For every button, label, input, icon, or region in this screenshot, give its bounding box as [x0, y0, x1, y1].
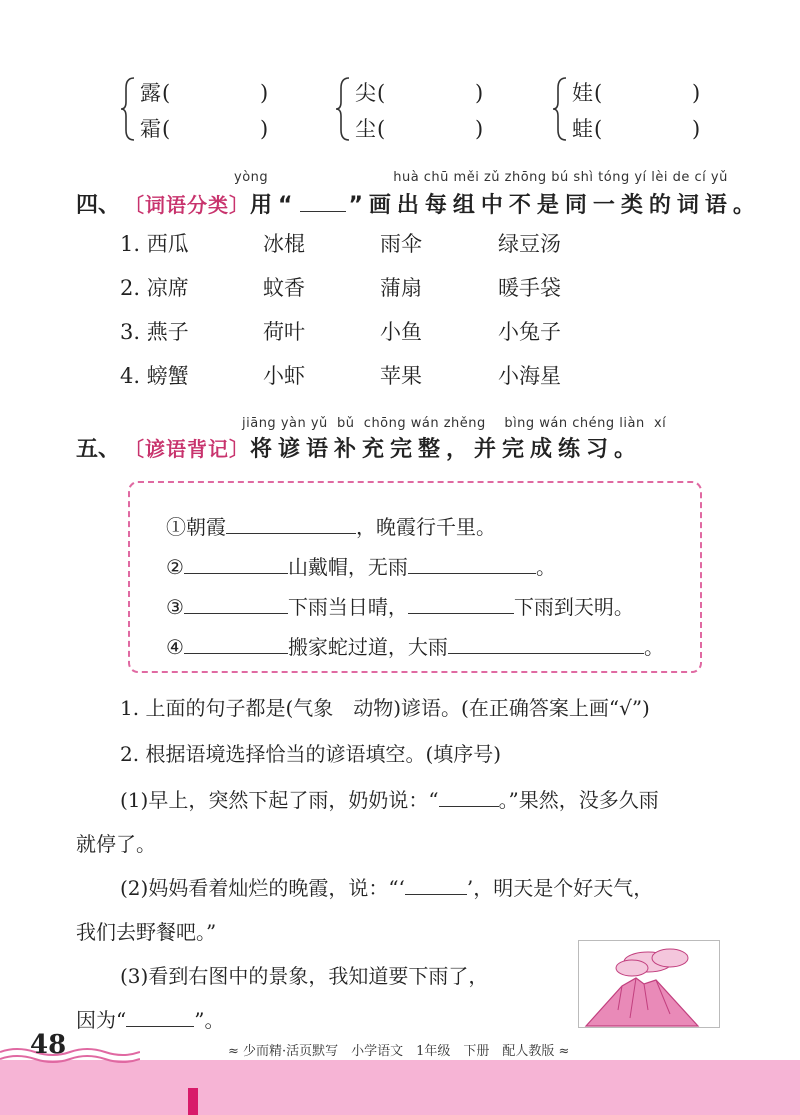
- sub-text: 。”果然，没多久雨: [498, 788, 659, 812]
- proverb-3: [166, 591, 634, 620]
- word-item[interactable]: 小鱼: [380, 320, 422, 344]
- brace-icon: [335, 76, 353, 142]
- proverb-text: 搬家蛇过道，大雨: [287, 635, 448, 659]
- sub-question-2: [120, 872, 653, 901]
- paren: (: [162, 81, 171, 105]
- sub-question-2-cont: 我们去野餐吧。”: [76, 920, 217, 944]
- answer-blank[interactable]: [408, 595, 514, 614]
- footer-text: ≈ 少而精·活页默写 小学语文 1年级 下册 配人教版 ≈: [228, 1044, 570, 1059]
- proverb-2: [166, 551, 556, 580]
- pair-char: 娃: [572, 81, 593, 105]
- word-item[interactable]: 苹果: [380, 364, 422, 388]
- section5-title: 将谚语补充完整，并完成练习。: [250, 437, 643, 462]
- answer-blank[interactable]: [448, 635, 644, 654]
- question-1: 1. 上面的句子都是(气象 动物)谚语。(在正确答案上画“√”): [120, 696, 650, 720]
- pair-char: 尖: [355, 81, 376, 105]
- section5-tag: 〔谚语背记〕: [124, 437, 250, 461]
- wave-decoration-icon: [0, 1044, 140, 1068]
- question-2: 2. 根据语境选择恰当的谚语填空。(填序号): [120, 742, 502, 766]
- pinyin-answer-slot[interactable]: ): [692, 117, 701, 141]
- word-item[interactable]: 4. 螃蟹: [120, 364, 189, 388]
- paren: (: [594, 81, 603, 105]
- word-item[interactable]: 绿豆汤: [498, 232, 561, 256]
- pinyin-answer-slot[interactable]: ): [260, 117, 269, 141]
- footer-band: [0, 1060, 800, 1115]
- word-pair-3: [552, 74, 752, 148]
- answer-blank[interactable]: [184, 555, 288, 574]
- word-row-2: [120, 272, 680, 304]
- brace-icon: [552, 76, 570, 142]
- word-item[interactable]: 冰棍: [263, 232, 305, 256]
- proverb-end: 。: [643, 635, 664, 659]
- proverb-start: ④: [166, 635, 184, 659]
- section5-pinyin: jiāng yàn yǔ bǔ chōng wán zhěng bìng wán chéng liàn xí: [242, 416, 667, 431]
- sub-question-3-cont: [76, 1004, 224, 1033]
- word-row-4: [120, 360, 680, 392]
- paren: (: [162, 117, 171, 141]
- word-row-1: [120, 228, 680, 260]
- proverb-text: 下雨到天明。: [513, 595, 634, 619]
- proverb-start: ③: [166, 595, 184, 619]
- section5-number: 五、: [76, 437, 121, 462]
- proverb-4: [166, 631, 664, 660]
- proverb-start: ②: [166, 555, 184, 579]
- word-pair-1: [120, 74, 320, 148]
- paren: (: [594, 117, 603, 141]
- footer-marker: [188, 1088, 198, 1115]
- underline-sample: [300, 191, 346, 212]
- mountain-cloud-illustration: [578, 940, 720, 1028]
- proverb-start: ①朝霞: [166, 515, 226, 539]
- sub-text: ’，明天是个好天气，: [466, 876, 654, 900]
- brace-icon: [120, 76, 138, 142]
- page-number: 48: [30, 1030, 67, 1060]
- answer-blank[interactable]: [184, 595, 288, 614]
- word-item[interactable]: 2. 凉席: [120, 276, 189, 300]
- section4-pinyin: yòng huà chū měi zǔ zhōng bú shì tóng yí lèi de cí yǔ: [234, 170, 728, 185]
- paren: (: [377, 117, 386, 141]
- word-pair-2: [335, 74, 535, 148]
- answer-blank[interactable]: [226, 515, 356, 534]
- word-item[interactable]: 小海星: [498, 364, 561, 388]
- answer-blank[interactable]: [408, 555, 536, 574]
- proverb-1: [166, 511, 496, 540]
- sub-question-1: [120, 784, 659, 813]
- section4-number: 四、: [76, 193, 121, 218]
- word-item[interactable]: 蚊香: [263, 276, 305, 300]
- pair-char: 霜: [140, 117, 161, 141]
- answer-blank[interactable]: [439, 788, 499, 807]
- answer-blank[interactable]: [184, 635, 288, 654]
- word-item[interactable]: 1. 西瓜: [120, 232, 189, 256]
- sub-question-3: (3)看到右图中的景象，我知道要下雨了，: [120, 964, 489, 988]
- pinyin-answer-slot[interactable]: ): [692, 81, 701, 105]
- answer-blank[interactable]: [405, 876, 467, 895]
- word-item[interactable]: 蒲扇: [380, 276, 422, 300]
- word-item[interactable]: 荷叶: [263, 320, 305, 344]
- proverb-text: 山戴帽，无雨: [287, 555, 408, 579]
- pinyin-answer-slot[interactable]: ): [260, 81, 269, 105]
- pinyin-answer-slot[interactable]: ): [475, 81, 484, 105]
- word-item[interactable]: 小虾: [263, 364, 305, 388]
- proverb-end: 。: [535, 555, 556, 579]
- word-row-3: [120, 316, 680, 348]
- word-item[interactable]: 3. 燕子: [120, 320, 189, 344]
- answer-blank[interactable]: [126, 1008, 194, 1027]
- pair-char: 蛙: [572, 117, 593, 141]
- sub-text: 因为“: [76, 1008, 127, 1032]
- pair-char: 露: [140, 81, 161, 105]
- sub-text: (2)妈妈看着灿烂的晚霞，说：“‘: [120, 876, 405, 900]
- proverb-text: ，晚霞行千里。: [356, 515, 496, 539]
- pinyin-answer-slot[interactable]: ): [475, 117, 484, 141]
- section4-title: [250, 188, 761, 219]
- sub-text: ”。: [194, 1008, 225, 1032]
- proverb-box: [128, 481, 702, 673]
- section4-tag: 〔词语分类〕: [124, 193, 250, 217]
- sub-question-1-cont: 就停了。: [76, 832, 156, 856]
- paren: (: [377, 81, 386, 105]
- word-item[interactable]: 暖手袋: [498, 276, 561, 300]
- pair-char: 尘: [355, 117, 376, 141]
- sub-text: (1)早上，突然下起了雨，奶奶说：“: [120, 788, 439, 812]
- title-part: ”画出每组中不是同一类的词语。: [348, 193, 761, 218]
- proverb-text: 下雨当日晴，: [287, 595, 408, 619]
- title-part: 用“: [250, 193, 299, 218]
- word-item[interactable]: 小兔子: [498, 320, 561, 344]
- word-item[interactable]: 雨伞: [380, 232, 422, 256]
